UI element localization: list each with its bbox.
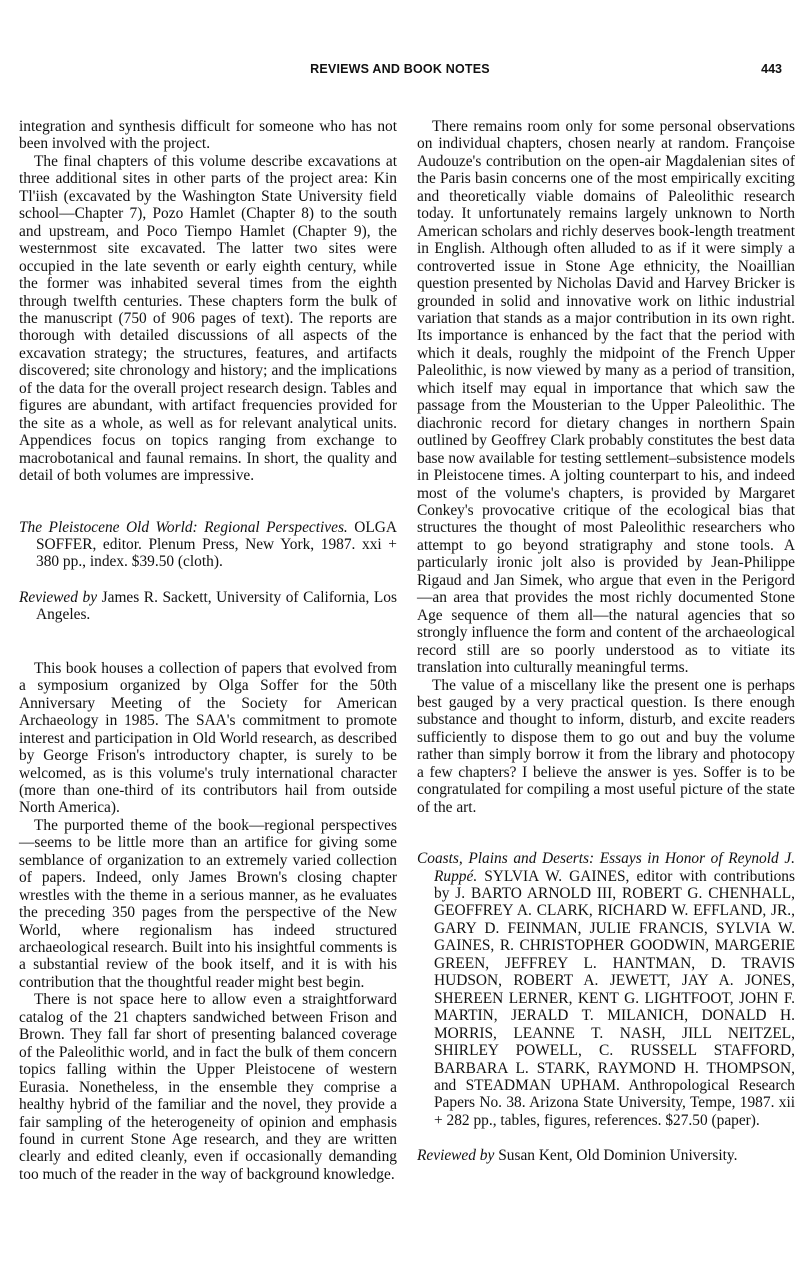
book-title-coasts: Coasts, Plains and Deserts: Essays in Honor of Reynold J. Ruppé. xyxy=(417,850,795,885)
reviewer-name-pleistocene: James R. Sackett, University of California, Los Angeles. xyxy=(36,588,397,624)
running-head-title: REVIEWS AND BOOK NOTES xyxy=(310,62,490,76)
left-column xyxy=(19,118,397,1183)
right-column xyxy=(417,118,795,1165)
book-citation-coasts xyxy=(417,850,795,1129)
left-paragraph-2: The final chapters of this volume describe excavations at three additional sites in other parts of the project area: Kin Tl'iish (excavated by the Washington State University field school—Chapter 7), Pozo Hamlet (Chapter 8) to the south and upstream, and Poco Tiempo Hamlet (Chapter 9), the westernmost site excavated. The latter two sites were occupied in the late seventh or early eighth century, while the former was inhabited several times from the eighth through twelfth centuries. These chapters form the bulk of the manuscript (750 of 906 pages of text). The reports are thorough with detailed discussions of all aspects of the excavation strategy; the structures, features, and artifacts discovered; site chronology and history; and the implications of the data for the overall project research design. Tables and figures are abundant, with artifact frequencies provided for the site as a whole, as well as for relevant analytical units. Appendices focus on topics ranging from exchange to macrobotanical and faunal remains. In short, the quality and detail of both volumes are impressive. xyxy=(19,152,397,485)
running-head xyxy=(0,62,800,82)
left-paragraph-5: There is not space here to allow even a straightforward catalog of the 21 chapters sandwiched between Frison and Brown. They fall far short of presenting balanced coverage of the Paleolithic world, and in fact the bulk of them concern topics falling within the Upper Pleistocene of western Eurasia. Nonetheless, in the ensemble they comprise a healthy hybrid of the familiar and the novel, they provide a fair sampling of the heterogeneity of opinion and emphasis found in current Stone Age research, and they are written clearly and edited cleanly, even if occasionally demanding too much of the reader in the way of background knowledge. xyxy=(19,991,397,1183)
book-details-pleistocene: OLGA SOFFER, editor. Plenum Press, New York, 1987. xxi + 380 pp., index. $39.50 (cloth). xyxy=(36,518,397,571)
left-paragraph-1: integration and synthesis difficult for someone who has not been involved with the project. xyxy=(19,118,397,153)
reviewer-line-pleistocene xyxy=(19,589,397,624)
page-number: 443 xyxy=(761,62,782,76)
book-citation-pleistocene xyxy=(19,519,397,571)
right-paragraph-1: There remains room only for some personal observations on individual chapters, chosen nearly at random. Françoise Audouze's contribution on the open-air Magdalenian sites of the Paris basin concerns one of the most empirically exciting and theoretically viable domains of Paleolithic research today. It unfortunately remains largely unknown to North American scholars and richly deserves book-length treatment in English. Although often alluded to as if it were simply a controverted issue in Stone Age ethnicity, the Noaillian question presented by Nicholas David and Harvey Bricker is grounded in solid and innovative work on lithic industrial variation that stands as a major contribution in its own right. Its importance is enhanced by the fact that the period with which it deals, roughly the midpoint of the French Upper Paleolithic, is now viewed by many as a period of transition, which itself may equal in importance that which saw the passage from the Mousterian to the Upper Paleolithic. The diachronic record for dietary changes in northern Spain outlined by Geoffrey Clark probably constitutes the best data base now available for testing settlement–subsistence models in Pleistocene times. A jolting counterpart to his, and indeed most of the volume's chapters, is provided by Margaret Conkey's provocative critique of the ecological bias that structures the thought of most Paleolithic researchers who attempt to go beyond stratigraphy and stone tools. A particularly ironic jolt also is provided by Jean-Philippe Rigaud and Jan Simek, who argue that even in the Perigord—an area that provides the most richly documented Stone Age sequence of them all—the natural agencies that so strongly influence the form and content of the archaeological record still are so poorly understood as to vitiate its translation into culturally meaningful terms. xyxy=(417,118,795,677)
left-paragraph-3: This book houses a collection of papers that evolved from a symposium organized by Olga Soffer for the 50th Anniversary Meeting of the Society for American Archaeology in 1985. The SAA's commitment to promote interest and participation in Old World research, as described by George Frison's introductory chapter, is surely to be welcomed, as is this volume's truly international character (more than one-third of its contributors hail from outside North America). xyxy=(19,659,397,817)
right-paragraph-2: The value of a miscellany like the present one is perhaps best gauged by a very practical question. Is there enough substance and thought to inform, disturb, and excite readers sufficiently to dispose them to go out and buy the volume rather than simply borrow it from the library and photocopy a few chapters? I believe the answer is yes. Soffer is to be congratulated for compiling a most useful picture of the state of the art. xyxy=(417,676,795,816)
left-paragraph-4: The purported theme of the book—regional perspectives—seems to be little more than an artifice for giving some semblance of organization to an extremely varied collection of papers. Indeed, only James Brown's closing chapter wrestles with the theme in a serious manner, as he evaluates the preceding 350 pages from the perspective of the New World, where regionalism has indeed structured archaeological research. Built into his insightful comments is a substantial review of the book itself, and it is with his contribution that the thoughtful reader might best begin. xyxy=(19,816,397,991)
book-title-pleistocene: The Pleistocene Old World: Regional Perspectives. xyxy=(19,518,348,536)
reviewer-line-coasts xyxy=(417,1147,795,1164)
reviewed-by-label: Reviewed by xyxy=(417,1147,495,1165)
reviewer-name-coasts: Susan Kent, Old Dominion University. xyxy=(498,1147,738,1165)
reviewed-by-label: Reviewed by xyxy=(19,588,98,606)
book-details-coasts: SYLVIA W. GAINES, editor with contributions by J. BARTO ARNOLD III, ROBERT G. CHENHALL, GEOFFREY A. CLARK, RICHARD W. EFFLAND, JR., GARY D. FEINMAN, JULIE FRANCIS, SYLVIA W. GAINES, R. CHRISTOPHER GOODWIN, MARGERIE GREEN, JEFFREY L. HANTMAN, D. TRAVIS HUDSON, ROBERT A. JEWETT, JAY A. JONES, SHEREEN LERNER, KENT G. LIGHTFOOT, JOHN F. MARTIN, JERALD T. MILANICH, DONALD H. MORRIS, LEANNE T. NASH, JILL NEITZEL, SHIRLEY POWELL, C. RUSSELL STAFFORD, BARBARA L. STARK, RAYMOND H. THOMPSON, and STEADMAN UPHAM. Anthropological Research Papers No. 38. Arizona State University, Tempe, 1987. xii + 282 pp., tables, figures, references. $27.50 (paper). xyxy=(434,867,795,1129)
